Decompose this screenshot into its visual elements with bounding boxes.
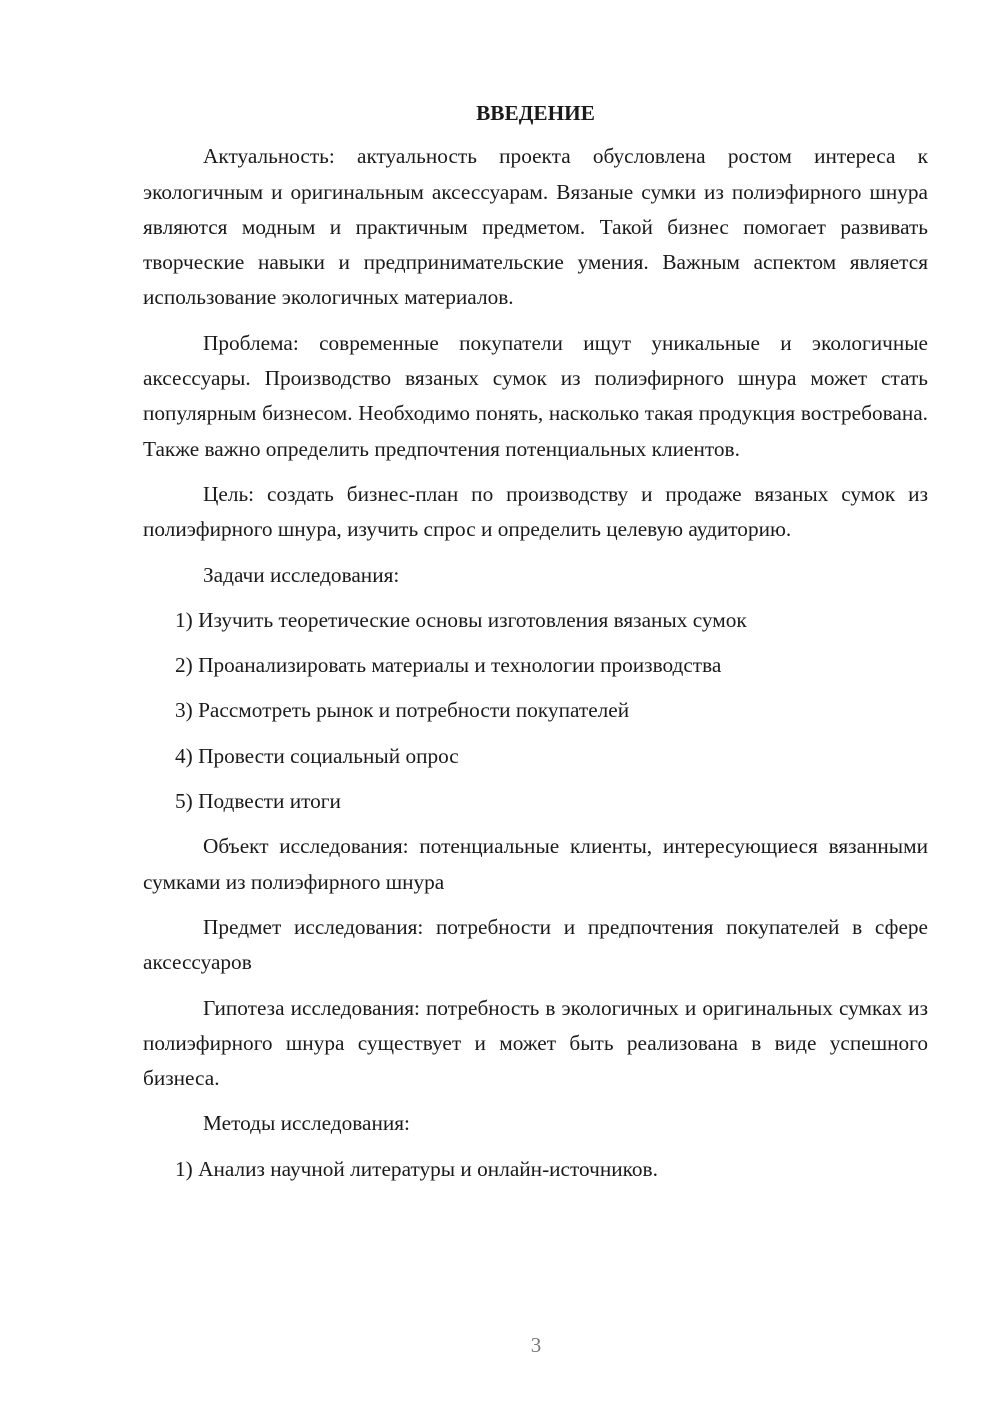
document-body (143, 96, 928, 1187)
paragraph-relevance: Актуальность: актуальность проекта обусловлена ростом интереса к экологичным и оригинальным аксессуарам. Вязаные сумки из полиэфирного шнура являются модным и практичным предметом. Такой бизнес помогает развивать творческие навыки и предпринимательские умения. Важным аспектом является использование экологичных материалов. (143, 144, 928, 310)
method-item: 1) Анализ научной литературы и онлайн-источников. (175, 1156, 658, 1181)
task-item: 5) Подвести итоги (175, 789, 341, 814)
page-number: 3 (530, 1333, 542, 1357)
task-item: 3) Рассмотреть рынок и потребности покупателей (175, 698, 630, 723)
methods-heading: Методы исследования: (203, 1111, 410, 1136)
task-item: 2) Проанализировать материалы и технологии производства (175, 653, 722, 678)
paragraph-subject: Предмет исследования: потребности и предпочтения покупателей в сфере аксессуаров (143, 914, 928, 975)
task-item: 4) Провести социальный опрос (175, 743, 459, 768)
tasks-heading: Задачи исследования: (203, 562, 400, 587)
paragraph-goal: Цель: создать бизнес-план по производству и продаже вязаных сумок из полиэфирного шнура, изучить спрос и определить целевую аудиторию. (143, 481, 928, 542)
task-item: 1) Изучить теоретические основы изготовления вязаных сумок (175, 607, 747, 632)
page-title: ВВЕДЕНИЕ (476, 101, 595, 125)
paragraph-problem: Проблема: современные покупатели ищут уникальные и экологичные аксессуары. Производство вязаных сумок из полиэфирного шнура может стать популярным бизнесом. Необходимо понять, насколько такая продукция востребована. Также важно определить предпочтения потенциальных клиентов. (143, 330, 928, 461)
paragraph-object: Объект исследования: потенциальные клиенты, интересующиеся вязанными сумками из полиэфирного шнура (143, 834, 928, 894)
paragraph-hypothesis: Гипотеза исследования: потребность в экологичных и оригинальных сумках из полиэфирного шнура существует и может быть реализована в виде успешного бизнеса. (143, 995, 928, 1091)
